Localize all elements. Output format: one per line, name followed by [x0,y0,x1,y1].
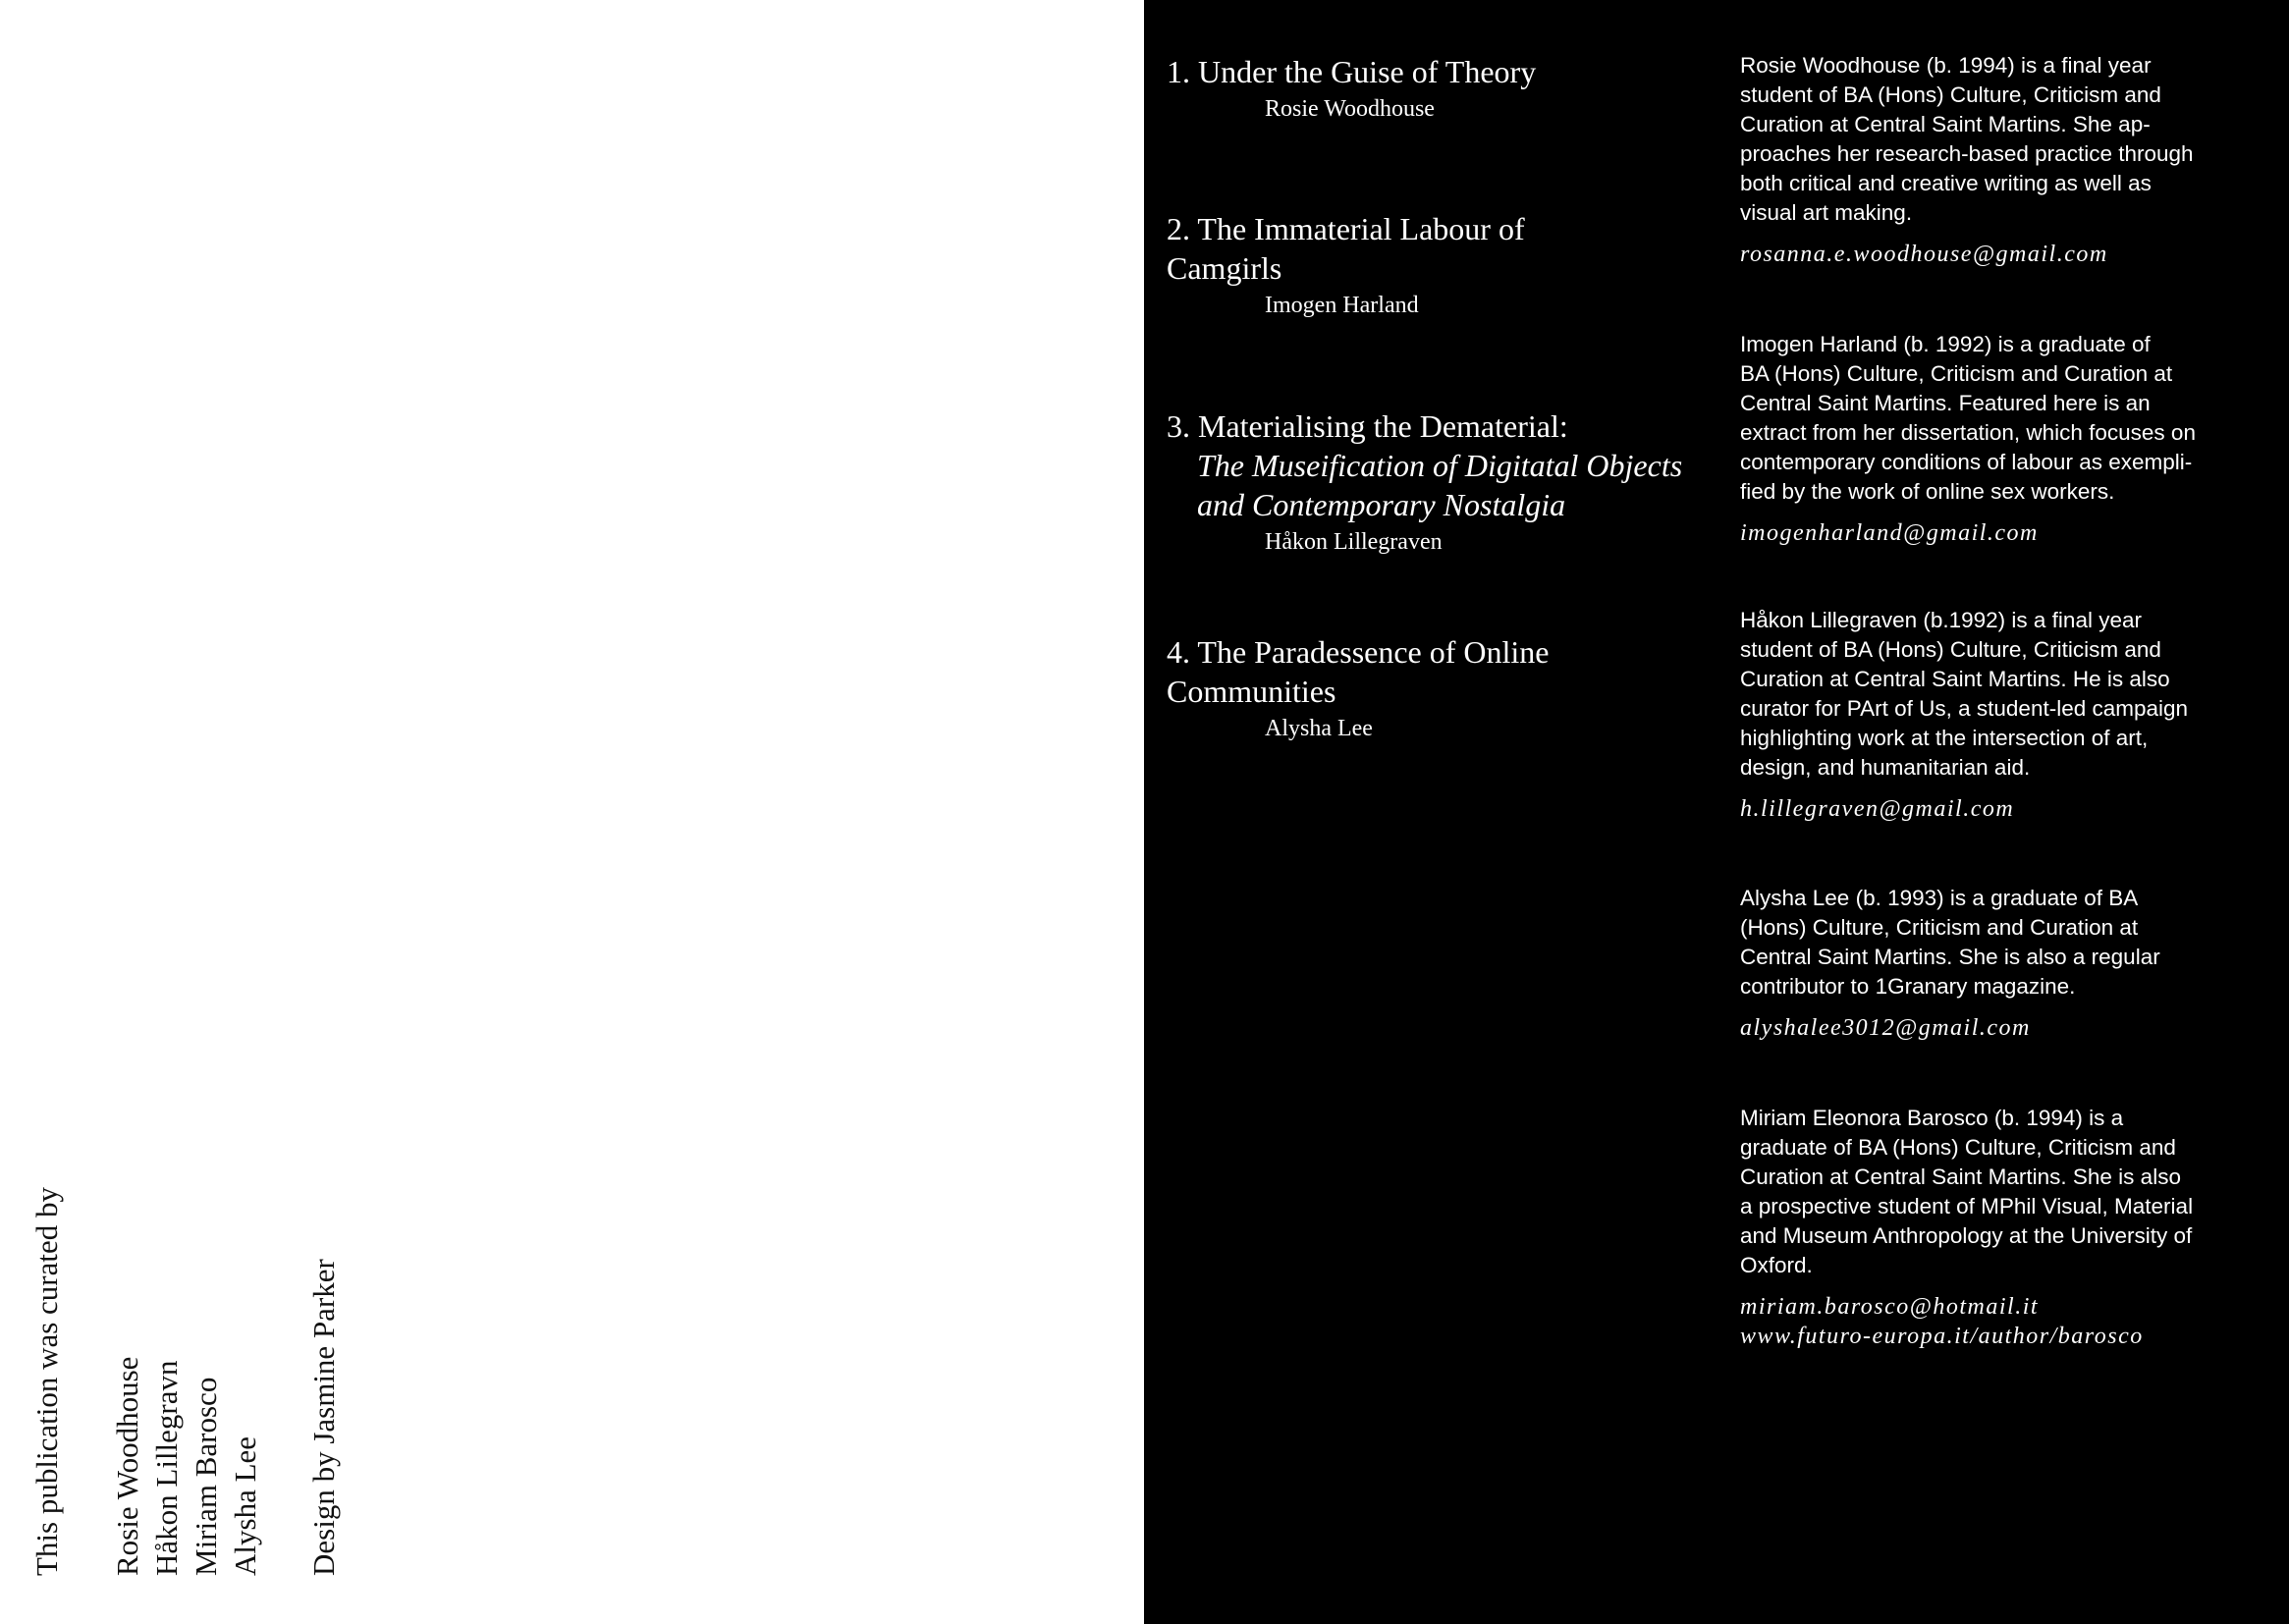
curator-name: Håkon Lillegravn [149,1360,184,1576]
email-link[interactable]: h.lillegraven@gmail.com [1740,796,2015,822]
bio-line: Curation at Central Saint Martins. She ap- [1740,112,2151,136]
bio-line: contemporary conditions of labour as exempli- [1740,450,2193,474]
bio-alysha-lee [1740,884,2275,1043]
bio-text [1740,51,2275,228]
bio-line: Miriam Eleonora Barosco (b. 1994) is a [1740,1106,2124,1130]
bio-line: Imogen Harland (b. 1992) is a graduate of [1740,332,2151,356]
bio-line: both critical and creative writing as well as [1740,171,2152,195]
bio-line: Oxford. [1740,1253,1813,1277]
curator-name: Miriam Barosco [189,1377,223,1576]
toc-entry-4 [1167,632,1717,744]
toc-title [1167,209,1717,288]
bio-text [1740,1104,2275,1280]
toc-author: Rosie Woodhouse [1265,96,1435,122]
toc-author: Håkon Lillegraven [1265,529,1443,555]
bio-line: extract from her dissertation, which focuses on [1740,420,2196,445]
bio-line: visual art making. [1740,200,1913,225]
bio-text [1740,606,2275,783]
curator-name: Rosie Woodhouse [110,1356,144,1576]
email-link[interactable]: imogenharland@gmail.com [1740,520,2039,546]
bio-line: Central Saint Martins. Featured here is an [1740,391,2151,415]
toc-entry-2 [1167,209,1717,321]
credits-heading: This publication was curated by [29,1186,64,1576]
website-link[interactable]: www.futuro-europa.it/author/barosco [1740,1324,2144,1349]
bio-miriam-barosco [1740,1104,2275,1351]
toc-title-line: Camgirls [1167,250,1282,286]
bio-text [1740,884,2275,1001]
toc-entry-1 [1167,52,1717,125]
toc-title-line: 1. Under the Guise of Theory [1167,54,1537,89]
toc-title-line: 2. The Immaterial Labour of [1167,211,1525,246]
toc-entry-3 [1167,406,1717,558]
bio-line: student of BA (Hons) Culture, Criticism and [1740,637,2161,662]
bio-line: highlighting work at the intersection of art, [1740,726,2149,750]
toc-subtitle [1167,446,1717,524]
bio-hakon-lillegraven [1740,606,2275,824]
toc-title-line: 3. Materialising the Dematerial: [1167,408,1568,444]
bio-line: Alysha Lee (b. 1993) is a graduate of BA [1740,886,2139,910]
bio-line: a prospective student of MPhil Visual, Material [1740,1194,2194,1218]
toc-author: Alysha Lee [1265,716,1373,741]
email-link[interactable]: rosanna.e.woodhouse@gmail.com [1740,242,2108,267]
toc-title [1167,406,1717,446]
bio-line: Curation at Central Saint Martins. He is also [1740,667,2170,691]
bio-rosie-woodhouse [1740,51,2275,269]
bio-text [1740,330,2275,507]
toc-title-line: Communities [1167,674,1336,709]
toc-subtitle-line: and Contemporary Nostalgia [1197,487,1566,522]
left-page [0,0,1144,1624]
curator-name: Alysha Lee [228,1435,262,1576]
bio-line: curator for PArt of Us, a student-led campaign [1740,696,2189,721]
email-link[interactable]: alyshalee3012@gmail.com [1740,1015,2031,1041]
bio-line: BA (Hons) Culture, Criticism and Curation at [1740,361,2173,386]
toc-subtitle-line: The Museification of Digitatal Objects [1197,448,1683,483]
toc-title [1167,52,1717,91]
design-credit: Design by Jasmine Parker [306,1259,341,1576]
bio-line: and Museum Anthropology at the University of [1740,1223,2193,1248]
bio-line: proaches her research-based practice through [1740,141,2194,166]
email-link[interactable]: miriam.barosco@hotmail.it [1740,1294,2040,1320]
bio-line: contributor to 1Granary magazine. [1740,974,2076,999]
toc-title-line: 4. The Paradessence of Online [1167,634,1550,670]
bio-line: Håkon Lillegraven (b.1992) is a final year [1740,608,2142,632]
bio-line: Rosie Woodhouse (b. 1994) is a final year [1740,53,2152,78]
bio-line: graduate of BA (Hons) Culture, Criticism and [1740,1135,2176,1160]
bio-line: student of BA (Hons) Culture, Criticism and [1740,82,2161,107]
bio-line: (Hons) Culture, Criticism and Curation at [1740,915,2139,940]
bio-line: Curation at Central Saint Martins. She is also [1740,1164,2181,1189]
bio-line: Central Saint Martins. She is also a regular [1740,945,2160,969]
bio-line: design, and humanitarian aid. [1740,755,2031,780]
bio-imogen-harland [1740,330,2275,548]
toc-author: Imogen Harland [1265,293,1419,318]
toc-title [1167,632,1717,711]
bio-line: fied by the work of online sex workers. [1740,479,2115,504]
